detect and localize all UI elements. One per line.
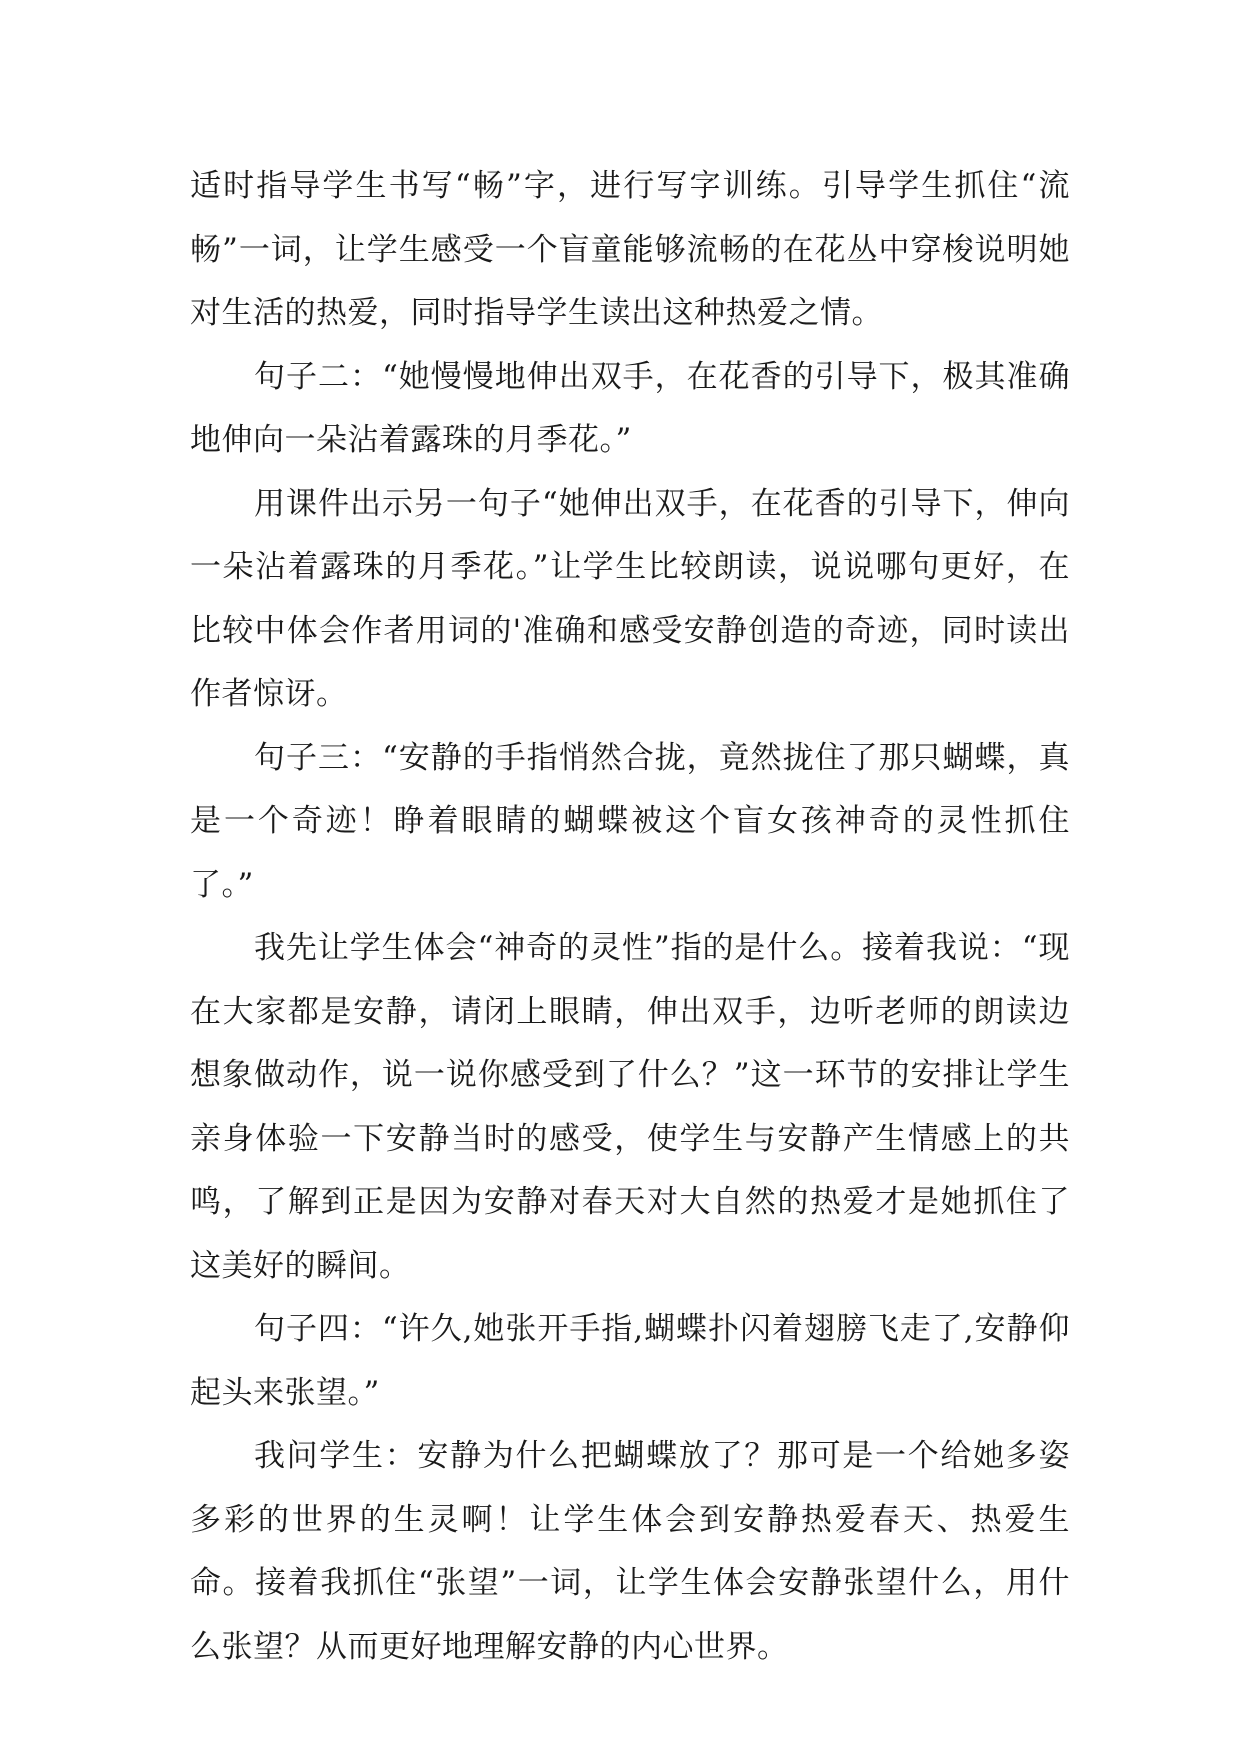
paragraph-2: 句子二：“她慢慢地伸出双手，在花香的引导下，极其准确地伸向一朵沾着露珠的月季花。” bbox=[190, 358, 1070, 458]
paragraph-1: 适时指导学生书写“畅”字，进行写字训练。引导学生抓住“流畅”一词，让学生感受一个盲童能够流畅的在花丛中穿梭说明她对生活的热爱，同时指导学生读出这种热爱之情。 bbox=[190, 168, 1070, 331]
paragraph-4: 句子三：“安静的手指悄然合拢，竟然拢住了那只蝴蝶，真是一个奇迹！睁着眼睛的蝴蝶被这个盲女孩神奇的灵性抓住了。” bbox=[190, 739, 1070, 903]
paragraph-6: 句子四：“许久,她张开手指,蝴蝶扑闪着翅膀飞走了,安静仰起头来张望。” bbox=[190, 1311, 1070, 1411]
paragraph-7: 我问学生：安静为什么把蝴蝶放了？那可是一个给她多姿多彩的世界的生灵啊！让学生体会到安静热爱春天、热爱生命。接着我抓住“张望”一词，让学生体会安静张望什么，用什么张望？从而更好地理解安静的内心世界。 bbox=[190, 1438, 1070, 1665]
paragraph-3: 用课件出示另一句子“她伸出双手，在花香的引导下，伸向一朵沾着露珠的月季花。”让学生比较朗读，说说哪句更好，在比较中体会作者用词的'准确和感受安静创造的奇迹，同时读出作者惊讶。 bbox=[190, 485, 1070, 712]
document-body bbox=[190, 155, 1070, 1679]
paragraph-5: 我先让学生体会“神奇的灵性”指的是什么。接着我说：“现在大家都是安静，请闭上眼睛，伸出双手，边听老师的朗读边想象做动作，说一说你感受到了什么？”这一环节的安排让学生亲身体验一下安静当时的感受，使学生与安静产生情感上的共鸣，了解到正是因为安静对春天对大自然的热爱才是她抓住了这美好的瞬间。 bbox=[190, 930, 1070, 1284]
